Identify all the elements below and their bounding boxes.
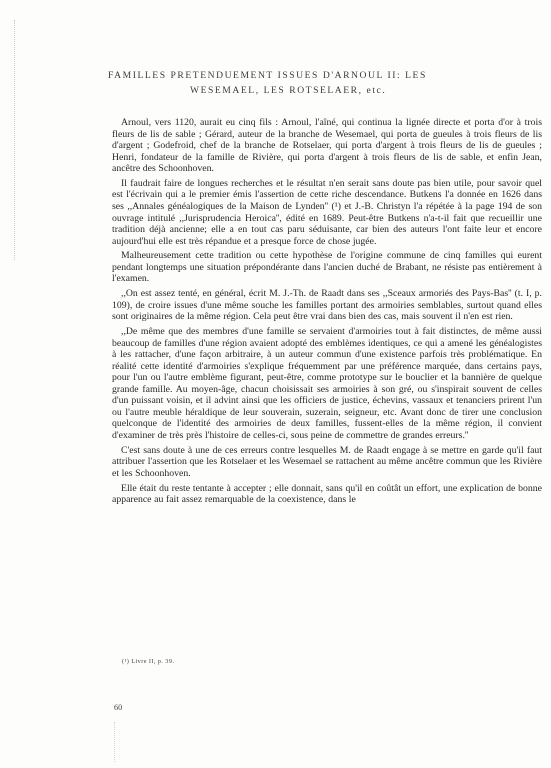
paragraph-7: Elle était du reste tentante à accepter ; elle donnait, sans qu'il en coûtât un effort, une explication de bonne apparence au fait assez remarquable de la coexistence, dans le (112, 482, 542, 506)
footer-edge-marks (114, 722, 116, 762)
chapter-title-line-2: WESEMAEL, LES ROTSELAER, etc. (190, 85, 387, 96)
paragraph-6: C'est sans doute à une de ces erreurs contre lesquelles M. de Raadt engage à se mettre en garde qu'il faut attribuer l'assertion que les Rotselaer et les Wesemael se rattachent au même ancêtre commun que les Rivière et les Schoonhoven. (112, 444, 542, 479)
chapter-title (108, 68, 551, 98)
page-number: 60 (114, 703, 123, 712)
chapter-title-line-1: FAMILLES PRETENDUEMENT ISSUES D'ARNOUL II: LES (108, 70, 427, 81)
binding-edge-marks (14, 20, 16, 260)
paragraph-2: Il faudrait faire de longues recherches et le résultat n'en serait sans doute pas bien utile, pour savoir quel est l'écrivain qui a le premier émis l'assertion de cette riche descendance. Butkens l'a donnée en 1626 dans ses ,,Annales généalogiques de la Maison de Lynden'' (¹) et J.-B. Christyn l'a répétée à la page 194 de son ouvrage intitulé ,,Jurisprudencia Heroica'', édité en 1689. Peut-être Butkens n'a-t-il fait que recueillir une tradition déjà ancienne; elle a en tout cas paru séduisante, car bien des auteurs l'ont faite leur et encore aujourd'hui elle est très répandue et a presque force de chose jugée. (112, 177, 542, 247)
paragraph-4: ,,On est assez tenté, en général, écrit M. J.-Th. de Raadt dans ses ,,Sceaux armoriés des Pays-Bas'' (t. I, p. 109), de croire issues d'une même souche les familles portant des armoiries semblables, surtout quand elles sont originaires de la même région. Cela peut être vrai dans bien des cas, mais souvent il n'en est rien. (112, 288, 542, 323)
footnote: (¹) Livre II, p. 39. (122, 658, 175, 665)
paragraph-1: Arnoul, vers 1120, aurait eu cinq fils : Arnoul, l'aîné, qui continua la lignée directe et porta d'or à trois fleurs de lis de sable ; Gérard, auteur de la branche de Wesemael, qui porta de gueules à trois fleurs de lis d'argent ; Godefroid, chef de la branche de Rotselaer, qui porta d'argent à trois fleurs de lis de gueules ; Henri, fondateur de la famille de Rivière, qui porta d'argent à trois fleurs de lis de sable, et enfin Jean, ancêtre des Schoonhoven. (112, 117, 542, 175)
paragraph-5: ,,De même que des membres d'une famille se servaient d'armoiries tout à fait distinctes, de même aussi beaucoup de familles d'une région avaient adopté des emblèmes identiques, ce qui a amené les généalogistes à les rattacher, d'une façon arbitraire, à un auteur commun d'une existence parfois très problématique. En réalité cette identité d'armoiries s'explique fréquemment par une préférence marquée, dans certains pays, pour l'un ou l'autre emblème figurant, peut-être, comme prototype sur le bouclier et la bannière de quelque grande famille. Au moyen-âge, chacun choisissait ses armoiries à son gré, ou s'inspirait souvent de celles d'un puissant voisin, et il advint ainsi que les officiers de justice, échevins, vassaux et tenanciers prirent l'un ou l'autre meuble héraldique de leur souverain, suzerain, seigneur, etc. Avant donc de tirer une conclusion quelconque de l'identité des armoiries de deux familles, fussent-elles de la même région, il convient d'examiner de très près l'histoire de celles-ci, sous peine de commettre de grandes erreurs.'' (112, 326, 542, 441)
paragraph-3: Malheureusement cette tradition ou cette hypothèse de l'origine commune de cinq familles qui eurent pendant longtemps une situation prépondérante dans l'ancien duché de Brabant, ne résiste pas entièrement à l'examen. (112, 250, 542, 285)
body-text (112, 117, 542, 509)
